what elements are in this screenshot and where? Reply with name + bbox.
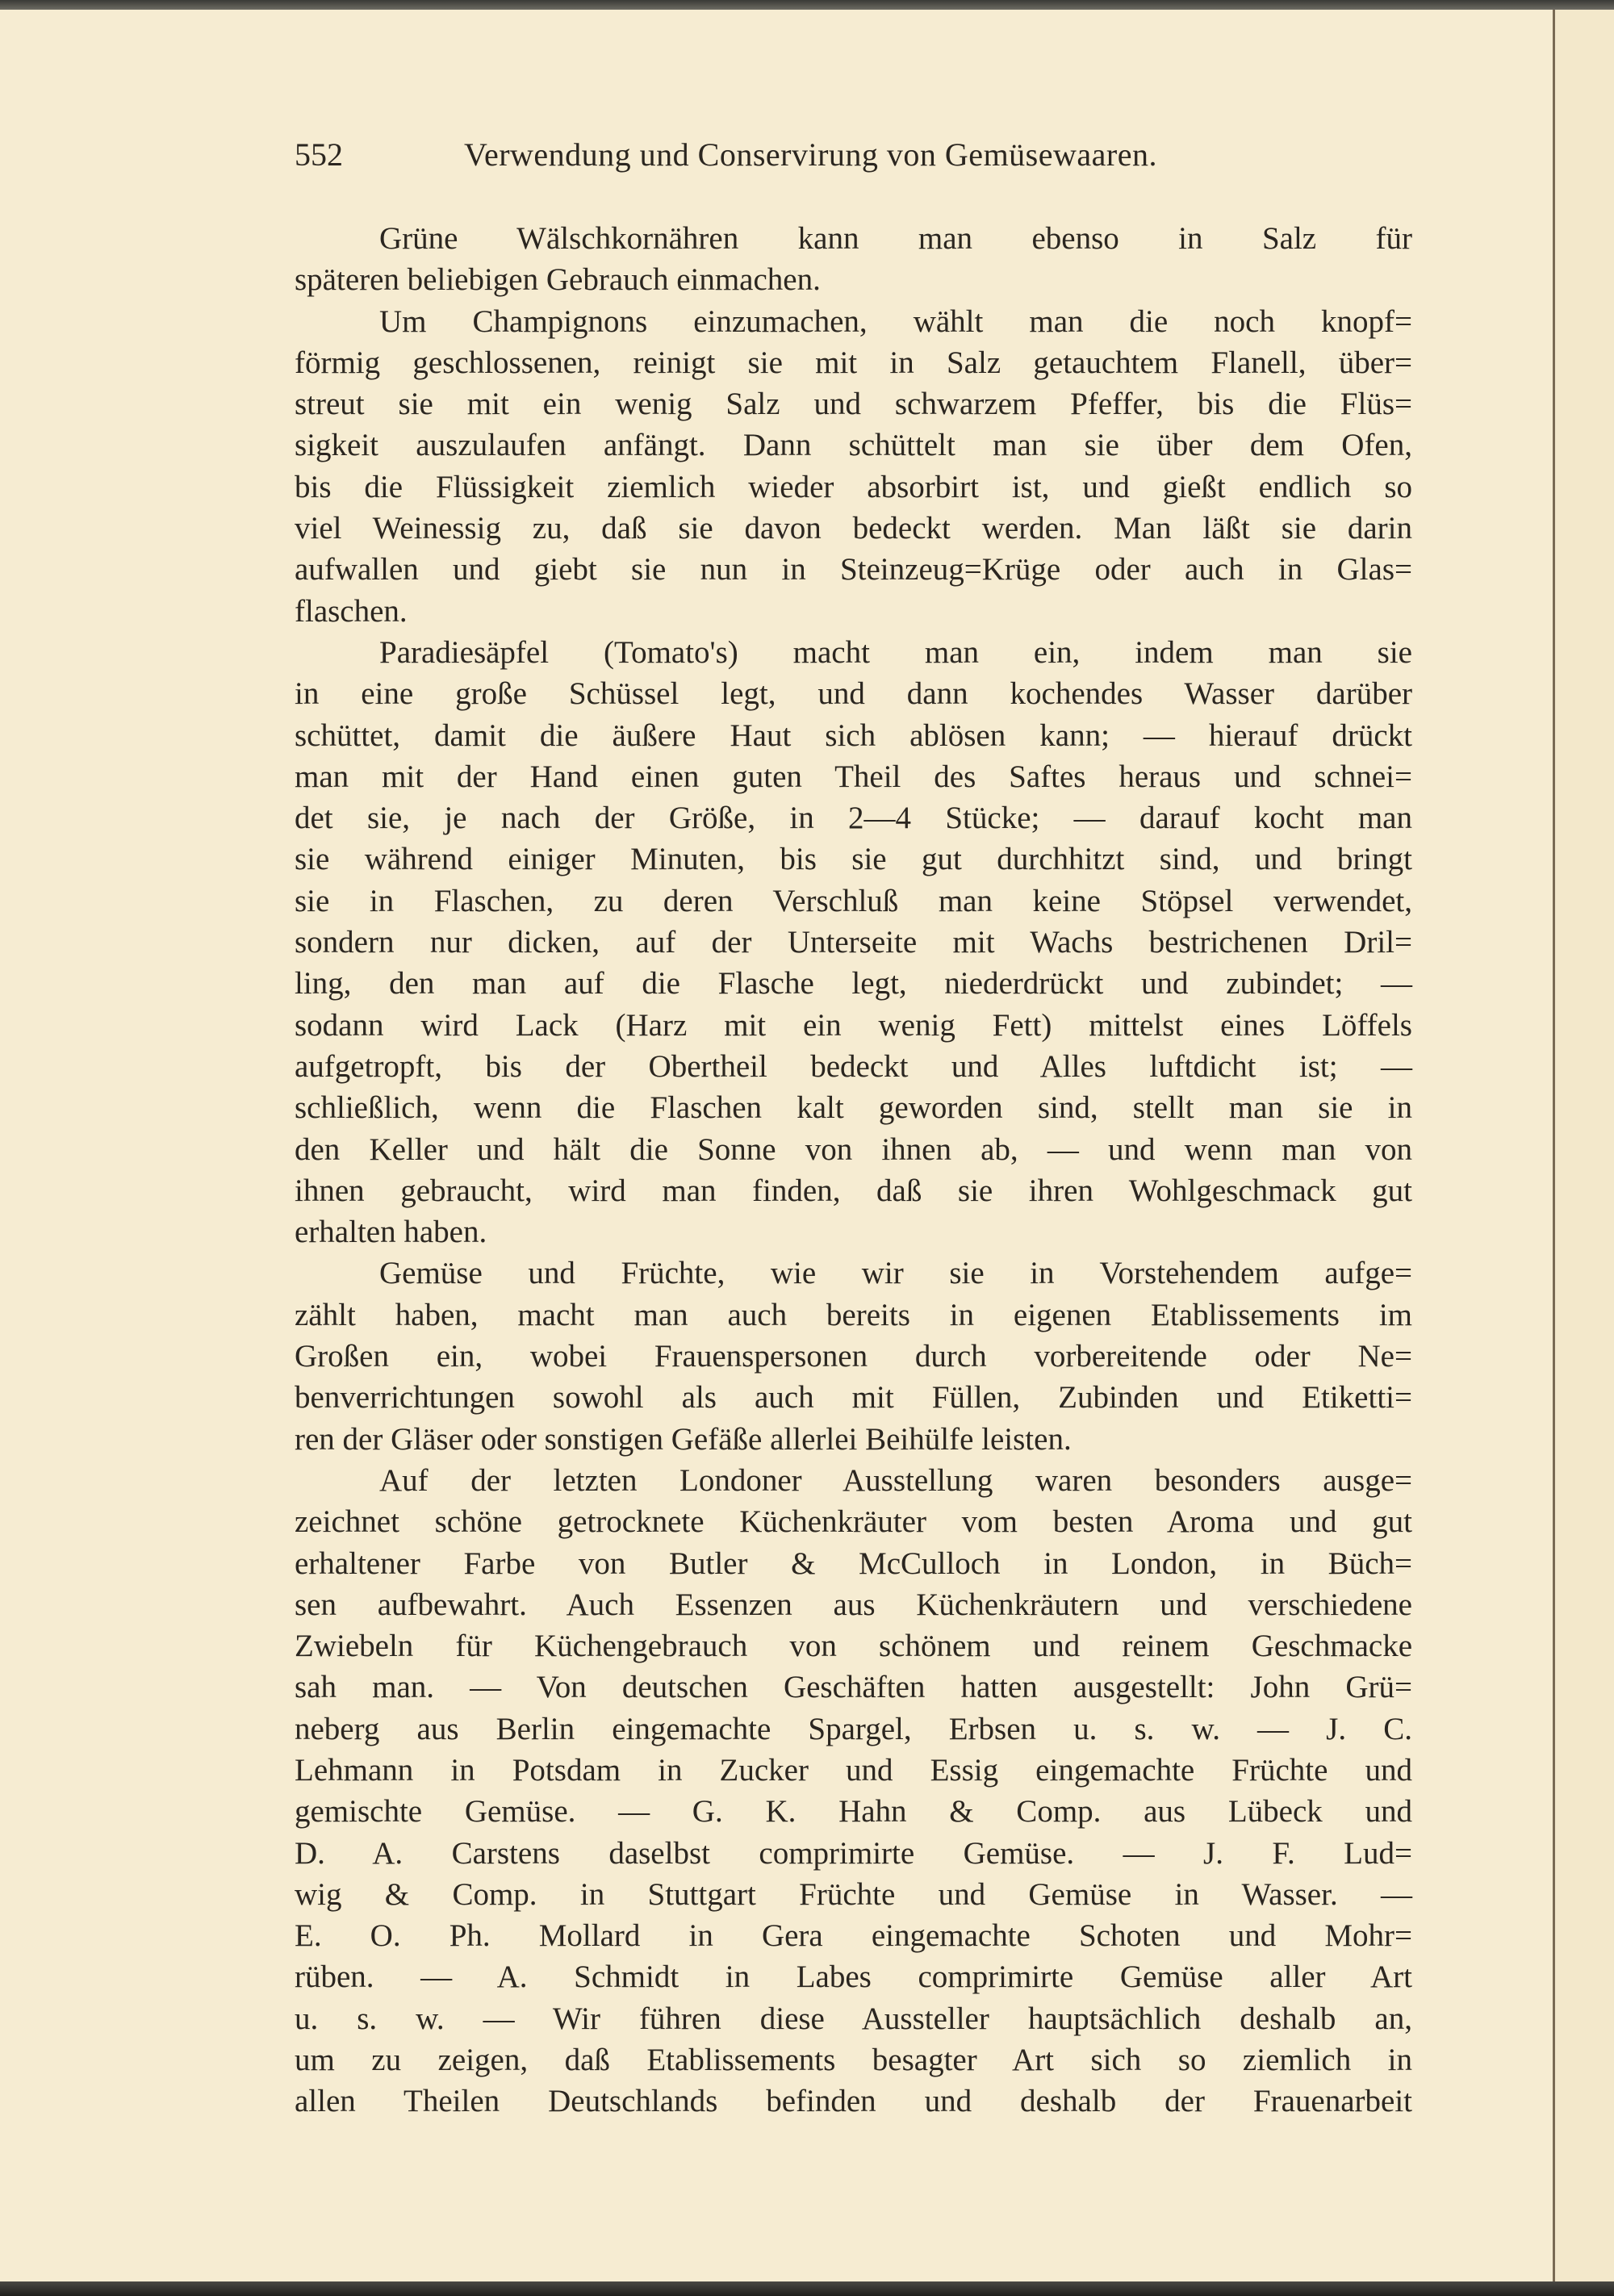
page-number: 552 [295,136,343,173]
text-line: Grüne Wälschkornähren kann man ebenso in Salz für [379,221,1412,256]
page-header [295,136,1424,184]
next-page-edge [1555,10,1614,2281]
scan-bottom-edge [0,2281,1614,2296]
text-line: aufgetropft, bis der Obertheil bedeckt und Alles luftdicht ist; — [295,1048,1412,1084]
text-line: sie in Flaschen, zu deren Verschluß man keine Stöpsel verwendet, [295,883,1412,918]
text-line: Zwiebeln für Küchengebrauch von schönem und reinem Geschmacke [295,1629,1412,1664]
text-line: Gemüse und Früchte, wie wir sie in Vorstehendem aufge= [379,1256,1412,1291]
paragraph [295,632,1412,1253]
text-line: zählt haben, macht man auch bereits in eigenen Etablissements im [295,1297,1412,1332]
text-line: sigkeit auszulaufen anfängt. Dann schüttelt man sie über dem Ofen, [295,428,1412,463]
text-line: ihnen gebraucht, wird man finden, daß sie ihren Wohlgeschmack gut [295,1173,1412,1208]
text-line: streut sie mit ein wenig Salz und schwarzem Pfeffer, bis die Flüs= [295,387,1412,422]
text-line: gemischte Gemüse. — G. K. Hahn & Comp. aus Lübeck und [295,1794,1412,1830]
text-line: sondern nur dicken, auf der Unterseite mit Wachs bestrichenen Dril= [295,925,1412,960]
text-line: sen aufbewahrt. Auch Essenzen aus Küchenkräutern und verschiedene [295,1587,1412,1622]
paragraph [295,1460,1412,2122]
text-line: in eine große Schüssel legt, und dann kochendes Wasser darüber [295,676,1412,712]
paragraph [295,218,1412,301]
text-line: Um Champignons einzumachen, wählt man die noch knopf= [379,303,1412,339]
text-line: Großen ein, wobei Frauenspersonen durch vorbereitende oder Ne= [295,1339,1412,1374]
text-line: E. O. Ph. Mollard in Gera eingemachte Schoten und Mohr= [295,1918,1412,1954]
text-line: allen Theilen Deutschlands befinden und deshalb der Frauenarbeit [295,2084,1412,2119]
text-line: wig & Comp. in Stuttgart Früchte und Gemüse in Wasser. — [295,1876,1412,1912]
text-line: erhalten haben. [295,1215,487,1250]
text-line: den Keller und hält die Sonne von ihnen ab, — und wenn man von [295,1131,1412,1167]
text-line: sodann wird Lack (Harz mit ein wenig Fett) mittelst eines Löffels [295,1007,1412,1043]
text-line: viel Weinessig zu, daß sie davon bedeckt werden. Man läßt sie darin [295,511,1412,546]
text-line: Lehmann in Potsdam in Zucker und Essig eingemachte Früchte und [295,1752,1412,1788]
text-line: sah man. — Von deutschen Geschäften hatten ausgestellt: John Grü= [295,1670,1412,1705]
text-line: aufwallen und giebt sie nun in Steinzeug=Krüge oder auch in Glas= [295,552,1412,588]
text-line: neberg aus Berlin eingemachte Spargel, Erbsen u. s. w. — J. C. [295,1711,1412,1746]
text-line: man mit der Hand einen guten Theil des Saftes heraus und schnei= [295,759,1412,794]
paragraph [295,301,1412,632]
text-line: um zu zeigen, daß Etablissements besagter Art sich so ziemlich in [295,2043,1412,2078]
text-line: u. s. w. — Wir führen diese Aussteller hauptsächlich deshalb an, [295,2001,1412,2036]
text-line: det sie, je nach der Größe, in 2—4 Stücke; — darauf kocht man [295,801,1412,836]
body-text [295,218,1412,2122]
text-line: ren der Gläser oder sonstigen Gefäße allerlei Beihülfe leisten. [295,1421,1072,1457]
text-line: bis die Flüssigkeit ziemlich wieder absorbirt ist, und gießt endlich so [295,469,1412,504]
text-line: sie während einiger Minuten, bis sie gut durchhitzt sind, und bringt [295,842,1412,877]
paragraph [295,1253,1412,1459]
text-line: Auf der letzten Londoner Ausstellung waren besonders ausge= [379,1462,1412,1498]
text-line: flaschen. [295,593,408,629]
page-gutter-line [1553,10,1555,2281]
text-line: förmig geschlossenen, reinigt sie mit in Salz getauchtem Flanell, über= [295,345,1412,380]
text-line: rüben. — A. Schmidt in Labes comprimirte Gemüse aller Art [295,1959,1412,1995]
text-line: D. A. Carstens daselbst comprimirte Gemüse. — J. F. Lud= [295,1835,1412,1871]
text-line: Paradiesäpfel (Tomato's) macht man ein, indem man sie [379,634,1412,670]
scan-top-edge [0,0,1614,10]
text-line: schließlich, wenn die Flaschen kalt geworden sind, stellt man sie in [295,1090,1412,1126]
text-line: späteren beliebigen Gebrauch einmachen. [295,262,821,298]
text-line: erhaltener Farbe von Butler & McCulloch in London, in Büch= [295,1545,1412,1581]
running-title: Verwendung und Conservirung von Gemüsewaaren. [464,136,1157,173]
text-line: ling, den man auf die Flasche legt, niederdrückt und zubindet; — [295,966,1412,1002]
text-line: benverrichtungen sowohl als auch mit Füllen, Zubinden und Etiketti= [295,1380,1412,1416]
text-line: zeichnet schöne getrocknete Küchenkräuter vom besten Aroma und gut [295,1504,1412,1540]
text-line: schüttet, damit die äußere Haut sich ablösen kann; — hierauf drückt [295,717,1412,753]
